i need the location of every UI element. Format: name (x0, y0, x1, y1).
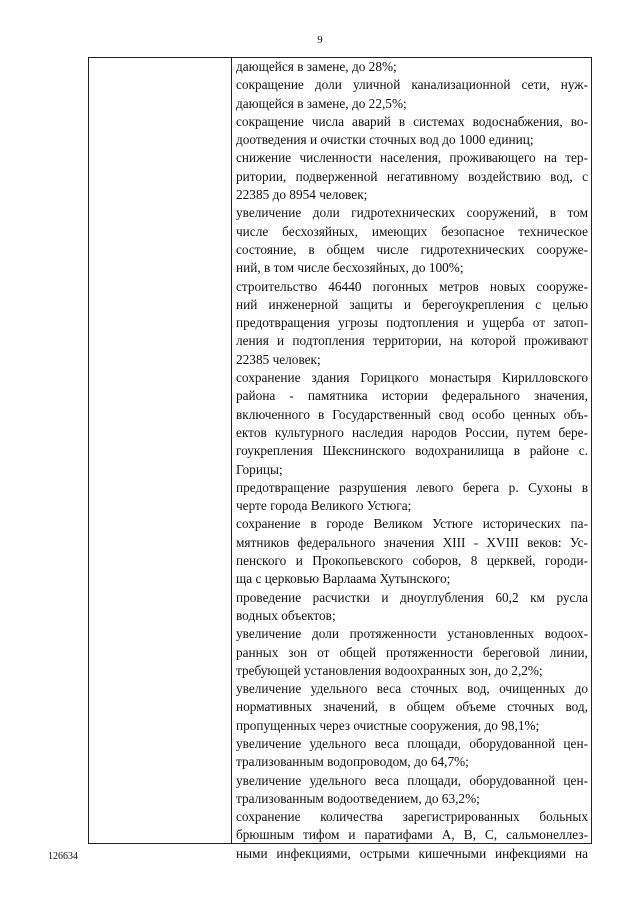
text-line: состояние, в общем числе гидротехнических сооруже- (236, 241, 588, 257)
text-line: сокращение доли уличной канализационной сети, нуж- (236, 77, 588, 93)
text-line: пропущенных через очистные сооружения, до 98,1%; (236, 717, 540, 733)
text-line: сохранение количества зарегистрированных больных (236, 809, 588, 825)
text-line: увеличение удельного веса сточных вод, очищенных до (236, 681, 588, 697)
footer-document-code: 126634 (48, 851, 78, 862)
text-line: водных объектов; (236, 607, 336, 623)
text-line: снижение численности населения, проживающего на тер- (236, 150, 588, 166)
text-line: гоукрепления Шекснинского водохранилища в районе с. (236, 443, 588, 459)
text-line: трализованным водопроводом, до 64,7%; (236, 754, 469, 770)
text-line: ектов культурного наследия народов России, путем бере- (236, 424, 588, 440)
text-line: предотвращения угрозы подтопления и ущерба от затоп- (236, 315, 588, 331)
text-line: дающейся в замене, до 28%; (236, 59, 397, 74)
text-line: проведение расчистки и дноуглубления 60,2 км русла (236, 589, 588, 605)
text-line: 22385 человек; (236, 351, 321, 367)
text-line: включенного в Государственный свод особо ценных объ- (236, 406, 588, 422)
text-line: трализованным водоотведением, до 63,2%; (236, 790, 480, 806)
text-line: требующей установления водоохранных зон, до 2,2%; (236, 662, 543, 678)
table-left-cell (89, 58, 231, 843)
text-line: ранных зон от общей протяженности береговой линии, (236, 644, 588, 660)
text-line: ритории, подверженной негативному воздействию вод, с (236, 168, 588, 184)
text-line: доотведения и очистки сточных вод до 1000 единиц; (236, 132, 534, 148)
page-number: 9 (317, 34, 323, 46)
table-right-cell (236, 58, 588, 863)
text-line: числе бесхозяйных, имеющих безопасное техническое (236, 223, 588, 239)
text-line: мятников федерального значения XIII - XVIII веков: Ус- (236, 534, 588, 550)
text-line: увеличение удельного веса площади, оборудованной цен- (236, 735, 588, 751)
text-line: увеличение доли протяженности установленных водоох- (236, 626, 588, 642)
text-line: ща с церковью Варлаама Хутынского; (236, 571, 451, 587)
text-line: Горицы; (236, 461, 283, 477)
text-line: пенского и Прокопьевского соборов, 8 церквей, городи- (236, 553, 588, 569)
column-divider (231, 58, 232, 843)
text-line: ний инженерной защиты и берегоукрепления с целью (236, 296, 588, 312)
text-line: сохранение здания Горицкого монастыря Кирилловского (236, 370, 588, 386)
text-line: черте города Великого Устюга; (236, 498, 412, 514)
text-line: предотвращение разрушения левого берега р. Сухоны в (236, 479, 588, 495)
text-line: нормативных значений, в общем объеме сточных вод, (236, 699, 588, 715)
text-line: 22385 до 8954 человек; (236, 187, 368, 203)
text-line: дающейся в замене, до 22,5%; (236, 95, 407, 111)
text-line: увеличение удельного веса площади, оборудованной цен- (236, 772, 588, 788)
text-line: сохранение в городе Великом Устюге исторических па- (236, 516, 588, 532)
text-line: увеличение доли гидротехнических сооружений, в том (236, 205, 588, 221)
text-line: района - памятника истории федерального значения, (236, 388, 588, 404)
text-line: строительство 46440 погонных метров новых сооруже- (236, 278, 588, 294)
text-line: ными инфекциями, острыми кишечными инфекциями на (236, 845, 588, 861)
text-line: ления и подтопления территории, на которой проживают (236, 333, 588, 349)
text-line: сокращение числа аварий в системах водоснабжения, во- (236, 113, 588, 129)
text-line: брюшным тифом и паратифами А, В, С, сальмонеллез- (236, 827, 588, 843)
document-table (88, 57, 592, 861)
text-line: ний, в том числе бесхозяйных, до 100%; (236, 260, 464, 276)
